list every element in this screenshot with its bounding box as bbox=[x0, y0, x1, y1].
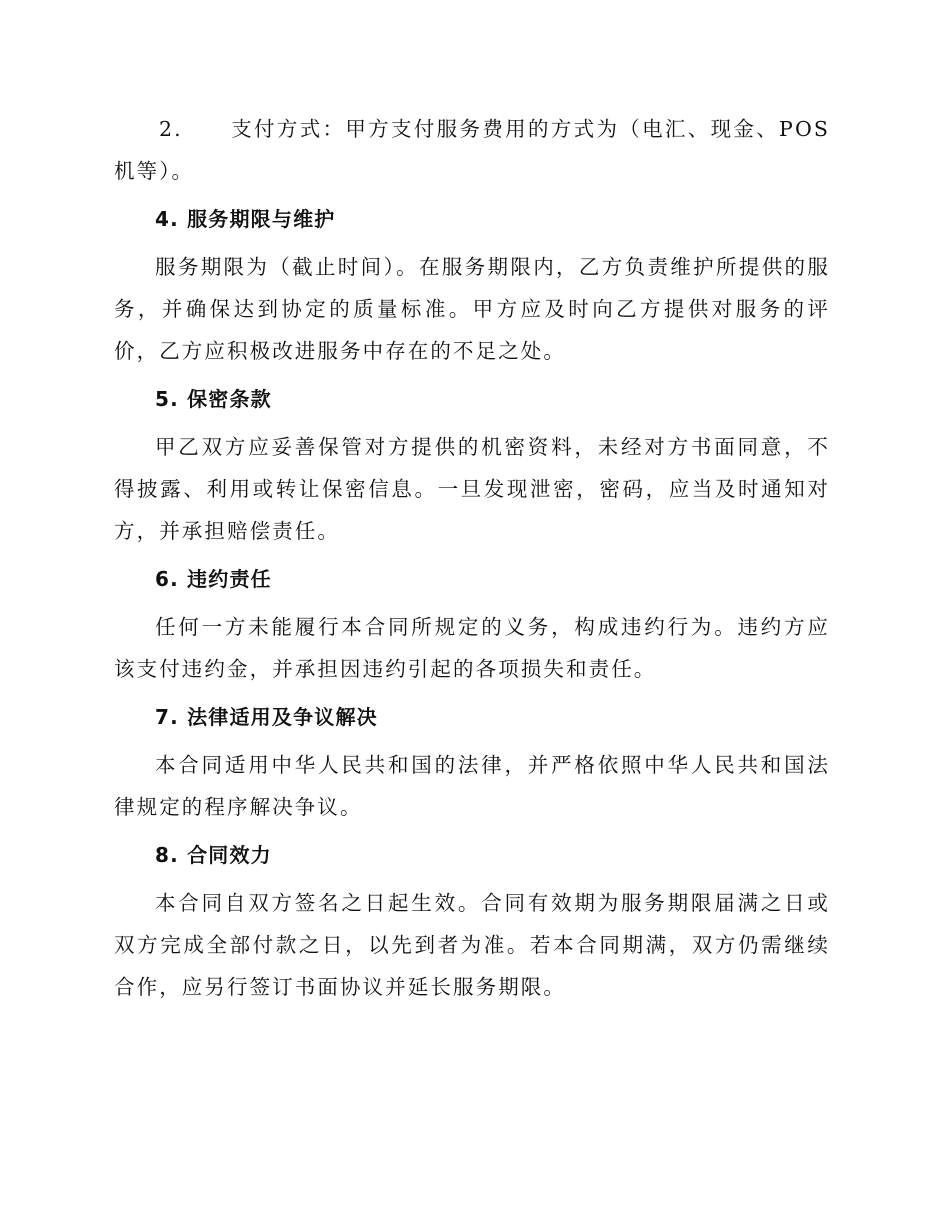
section-body-breach: 任何一方未能履行本合同所规定的义务，构成违约行为。违约方应该支付违约金，并承担因违约引起的各项损失和责任。 bbox=[114, 615, 830, 681]
section-heading-effectiveness: 8. 合同效力 bbox=[155, 843, 272, 867]
section-body-confidentiality: 甲乙双方应妥善保管对方提供的机密资料，未经对方书面同意，不得披露、利用或转让保密信息。一旦发现泄密，密码，应当及时通知对方，并承担赔偿责任。 bbox=[114, 435, 830, 543]
section-body-governing-law: 本合同适用中华人民共和国的法律，并严格依照中华人民共和国法律规定的程序解决争议。 bbox=[114, 753, 830, 819]
item-number: 2. bbox=[159, 117, 183, 141]
section-heading-service-term: 4. 服务期限与维护 bbox=[155, 207, 336, 231]
section-body-effectiveness: 本合同自双方签名之日起生效。合同有效期为服务期限届满之日或双方完成全部付款之日，以先到者为准。若本合同期满，双方仍需继续合作，应另行签订书面协议并延长服务期限。 bbox=[114, 891, 830, 999]
section-heading-breach: 6. 违约责任 bbox=[155, 567, 272, 591]
section-body-service-term: 服务期限为（截止时间）。在服务期限内，乙方负责维护所提供的服务，并确保达到协定的质量标准。甲方应及时向乙方提供对服务的评价，乙方应积极改进服务中存在的不足之处。 bbox=[114, 255, 830, 363]
payment-method-text: 支付方式：甲方支付服务费用的方式为（电汇、现金、POS机等）。 bbox=[114, 117, 830, 183]
document-page bbox=[114, 108, 830, 1008]
section-heading-governing-law: 7. 法律适用及争议解决 bbox=[155, 705, 378, 729]
section-heading-confidentiality: 5. 保密条款 bbox=[155, 387, 272, 411]
payment-method-item bbox=[114, 108, 830, 192]
